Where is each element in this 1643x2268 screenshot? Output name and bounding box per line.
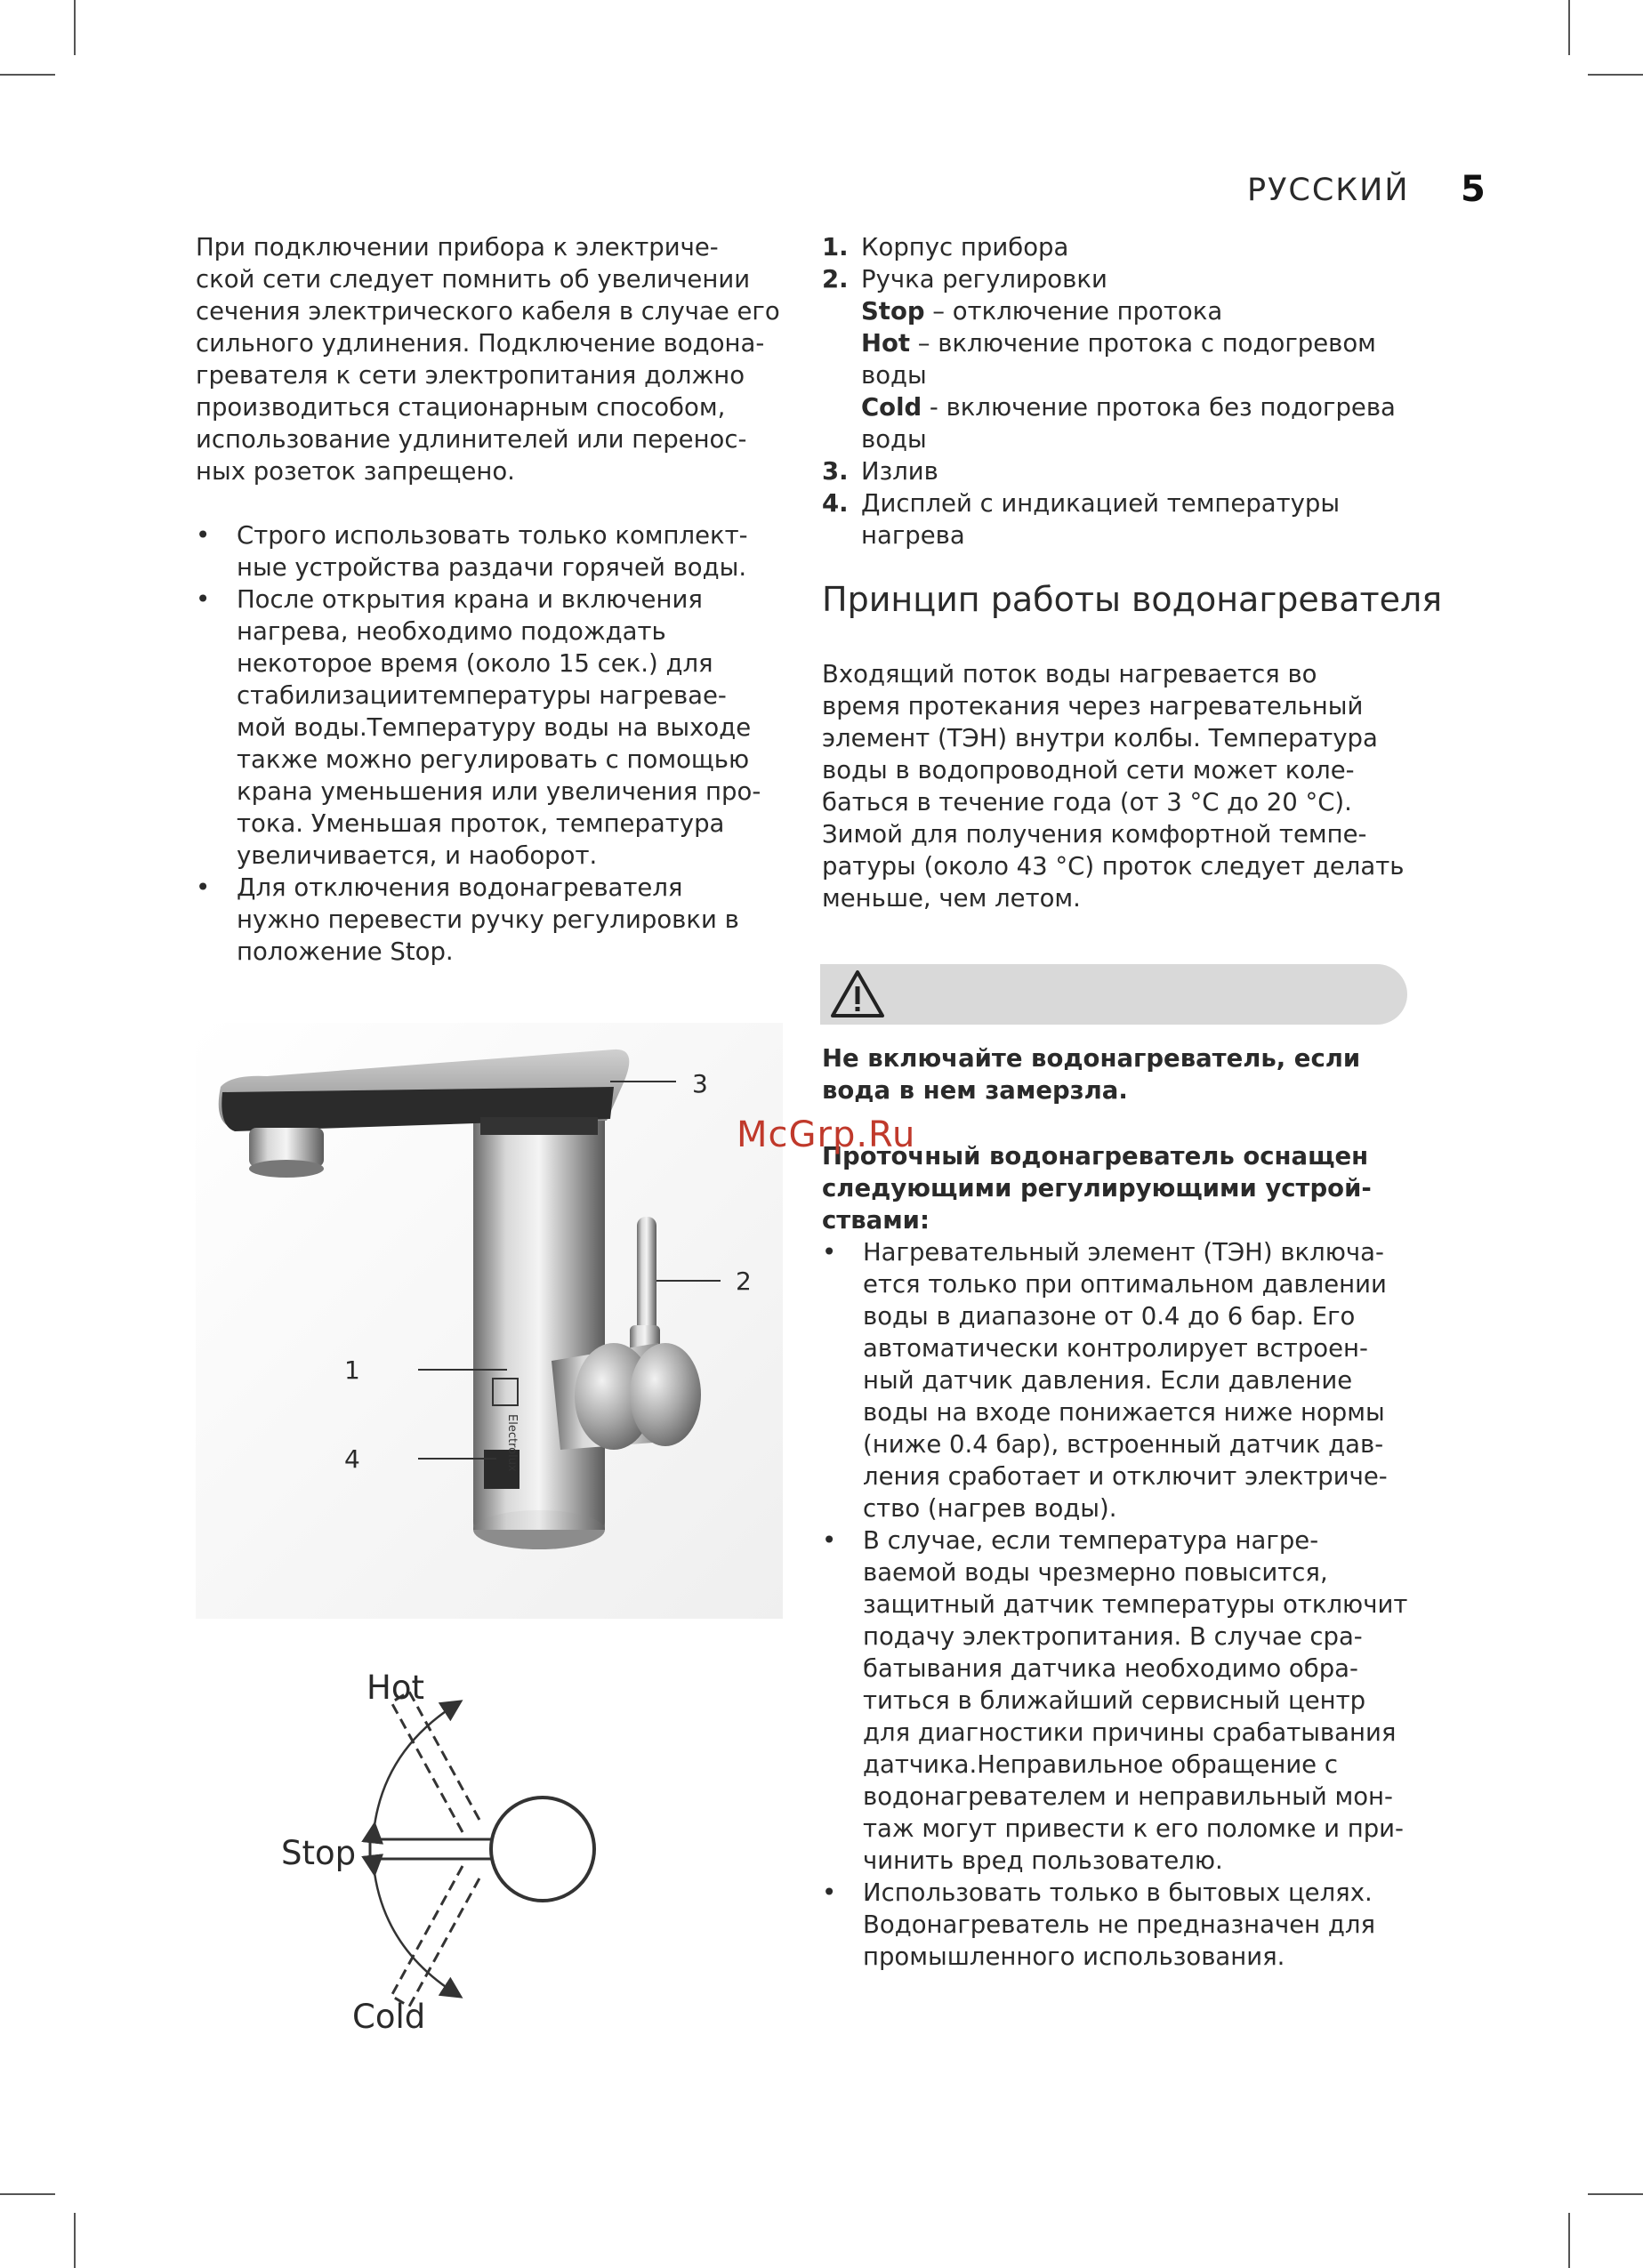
list-item: • Строго использовать только комплект- ные устройства раздачи горячей воды.: [196, 519, 783, 583]
callout-3: 3: [692, 1069, 708, 1098]
list-item: • Для отключения водонагревателя нужно перевести ручку регулировки в положение Stop.: [196, 872, 783, 968]
callout-lines: [196, 1023, 801, 1628]
crop-mark: [1568, 0, 1570, 55]
dial-label-stop: Stop: [281, 1834, 357, 1872]
list-item: 2. Ручка регулировки Stop – отключение протока Hot – включение протока с подогревом воды Cold - включение протока без подогрева воды: [822, 263, 1418, 455]
parts-list: [822, 231, 1418, 551]
list-item: • После открытия крана и включения нагрева, необходимо подождать некоторое время (около 15 сек.) для стабилизациитемпературы нагревае- мой воды.Температуру воды на выходе также можно регулировать с помощью крана уменьшения или увеличения про- тока. Уменьшая проток, температура увеличивается, и наоборот.: [196, 583, 783, 872]
watermark: McGrp.Ru: [737, 1114, 916, 1155]
list-item: 3. Излив: [822, 457, 938, 486]
list-item: • Использовать только в бытовых целях. Водонагреватель не предназначен для промышленного использования.: [822, 1877, 1418, 1973]
warning-triangle-icon: [829, 969, 886, 1020]
crop-mark: [1588, 2193, 1643, 2195]
list-item: 4. Дисплей с индикацией температуры нагрева: [822, 489, 1341, 550]
callout-2: 2: [736, 1267, 752, 1296]
safety-bullet-list: [196, 519, 783, 968]
section-title: Принцип работы водонагревателя: [822, 580, 1443, 619]
devices-section: Проточный водонагреватель оснащен следующими регулирующими устрой- ствами: • Нагревательный элемент (ТЭН) включа- ется только при оптимальном давлении воды в диапазоне от 0.4 до 6 бар. Его автоматически контролирует встроен- ный датчик давления. Если давление воды на входе понижается ниже нормы (ниже 0.4 бар), встроенный датчик дав- ления сработает и отключит электриче- ство (нагрев воды). • В случае, если температура нагре- ваемой воды чрезмерно повысится, защитный датчик температуры отключит подачу электропитания. В случае сра- батывания датчика необходимо обра- титься в ближайший сервисный центр для диагностики причины срабатывания датчика.Неправильное обращение с водонагревателем и неправильный мон- таж могут привести к его поломке и при- чинить вред пользователю. • Использовать только в бытовых целях. Водонагреватель не предназначен для промышленного использования.: [822, 1140, 1418, 1973]
dial-label-hot: Hot: [366, 1669, 424, 1707]
list-item: • Нагревательный элемент (ТЭН) включа- ется только при оптимальном давлении воды в диапазоне от 0.4 до 6 бар. Его автоматически контролирует встроен- ный датчик давления. Если давление воды на входе понижается ниже нормы (ниже 0.4 бар), встроенный датчик дав- ления сработает и отключит электриче- ство (нагрев воды).: [822, 1236, 1418, 1524]
warning-text: Не включайте водонагреватель, если вода в нем замерзла.: [822, 1044, 1361, 1105]
list-item: • В случае, если температура нагре- ваемой воды чрезмерно повысится, защитный датчик температуры отключит подачу электропитания. В случае сра- батывания датчика необходимо обра- титься в ближайший сервисный центр для диагностики причины срабатывания датчика.Неправильное обращение с водонагревателем и неправильный мон- таж могут привести к его поломке и при- чинить вред пользователю.: [822, 1524, 1418, 1877]
callout-4: 4: [344, 1444, 360, 1474]
crop-mark: [74, 0, 76, 55]
crop-mark: [0, 74, 55, 76]
crop-mark: [1568, 2213, 1570, 2268]
dial-label-cold: Cold: [352, 1998, 426, 2036]
page-number: 5: [1461, 169, 1486, 210]
mode-cold: Cold - включение протока без подогрева: [861, 393, 1396, 422]
crop-mark: [74, 2213, 76, 2268]
crop-mark: [1588, 74, 1643, 76]
crop-mark: [0, 2193, 55, 2195]
brand-label: Electrolux: [505, 1414, 519, 1472]
principle-paragraph: Входящий поток воды нагревается во время протекания через нагревательный элемент (ТЭН) внутри колбы. Температура воды в водопроводной сети может коле- баться в течение года (от 3 °С до 20 °С). Зимой для получения комфортной темпе- ратуры (около 43 °С) проток следует делать меньше, чем летом.: [822, 660, 1405, 913]
mode-hot: Hot – включение протока с подогревом: [861, 329, 1376, 358]
mode-stop: Stop – отключение протока: [861, 297, 1223, 326]
header-language: РУССКИЙ: [1247, 173, 1410, 208]
intro-paragraph: При подключении прибора к электриче- ской сети следует помнить об увеличении сечения электрического кабеля в случае его сильного удлинения. Подключение водона- гревателя к сети электропитания должно производиться стационарным способом, использование удлинителей или перенос- ных розеток запрещено.: [196, 233, 780, 486]
warning-bar: [820, 964, 1407, 1025]
list-item: 1. Корпус прибора: [822, 233, 1069, 261]
faucet-illustration: [196, 1023, 801, 1631]
callout-1: 1: [344, 1355, 360, 1385]
